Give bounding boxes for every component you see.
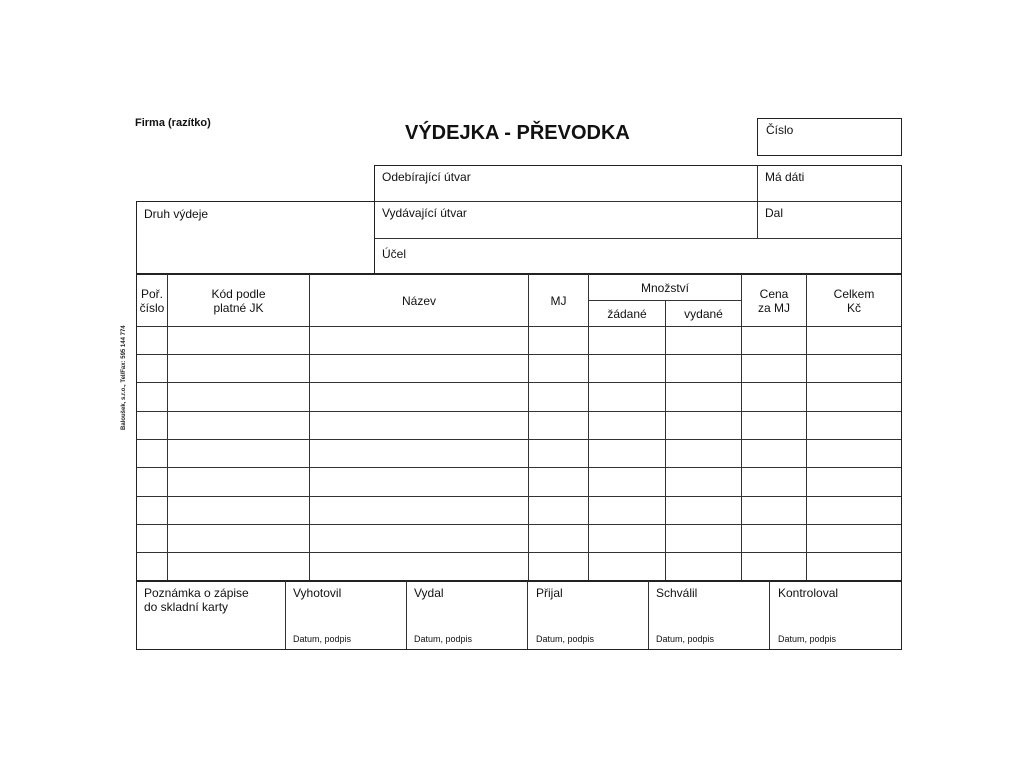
col-total-header: Celkem Kč: [833, 287, 875, 315]
date-signature-label: Datum, podpis: [293, 634, 352, 644]
date-signature-label: Datum, podpis: [656, 634, 715, 644]
divider: [648, 581, 649, 649]
issued-by-label: Vydal: [414, 586, 444, 600]
table-row[interactable]: [137, 467, 901, 468]
date-signature-label: Datum, podpis: [536, 634, 595, 644]
divider: [375, 201, 901, 202]
col-issued-header: vydané: [684, 307, 723, 321]
table-row[interactable]: [137, 496, 901, 497]
table-row[interactable]: [137, 524, 901, 525]
form-title: VÝDEJKA - PŘEVODKA: [405, 122, 630, 144]
issue-type-field[interactable]: [136, 201, 375, 275]
received-by-label: Přijal: [536, 586, 563, 600]
printer-imprint: Baloušek, s.r.o., Tel/Fax: 595 144 774: [121, 325, 127, 430]
prepared-by-label: Vyhotovil: [293, 586, 342, 600]
col-order-header: Poř. číslo: [139, 287, 165, 315]
purpose-label: Účel: [382, 247, 407, 261]
divider: [757, 166, 758, 238]
table-row[interactable]: [137, 552, 901, 553]
receiving-unit-label: Odebírající útvar: [382, 170, 471, 184]
table-header-divider: [137, 326, 901, 327]
checked-by-label: Kontroloval: [778, 586, 839, 600]
items-table: [136, 273, 902, 582]
column-divider: [167, 274, 168, 581]
company-stamp-label: Firma (razítko): [135, 117, 211, 129]
number-field[interactable]: [757, 118, 902, 156]
col-code-header: Kód podle platné JK: [211, 287, 266, 315]
column-divider: [741, 274, 742, 581]
approved-by-label: Schválil: [656, 586, 698, 600]
number-label: Číslo: [766, 123, 794, 137]
table-row[interactable]: [137, 411, 901, 412]
col-name-header: Název: [401, 294, 436, 308]
issuing-unit-label: Vydávající útvar: [382, 206, 467, 220]
col-unit-header: MJ: [550, 294, 567, 308]
column-divider: [806, 274, 807, 581]
col-quantity-header: Množství: [640, 281, 689, 295]
table-row[interactable]: [137, 354, 901, 355]
divider: [527, 581, 528, 649]
issue-type-label: Druh výdeje: [144, 207, 209, 221]
divider: [406, 581, 407, 649]
column-divider: [528, 274, 529, 581]
divider: [285, 581, 286, 649]
table-row[interactable]: [137, 439, 901, 440]
column-divider: [309, 274, 310, 581]
credit-label: Dal: [765, 206, 784, 220]
stock-card-note-label: Poznámka o zápise do skladní karty: [144, 586, 249, 614]
col-requested-header: žádané: [607, 307, 647, 321]
column-divider: [665, 300, 666, 581]
date-signature-label: Datum, podpis: [778, 634, 837, 644]
debit-label: Má dáti: [765, 170, 805, 184]
divider: [769, 581, 770, 649]
col-price-header: Cena za MJ: [757, 287, 790, 315]
divider: [375, 238, 901, 239]
date-signature-label: Datum, podpis: [414, 634, 473, 644]
table-row[interactable]: [137, 382, 901, 383]
